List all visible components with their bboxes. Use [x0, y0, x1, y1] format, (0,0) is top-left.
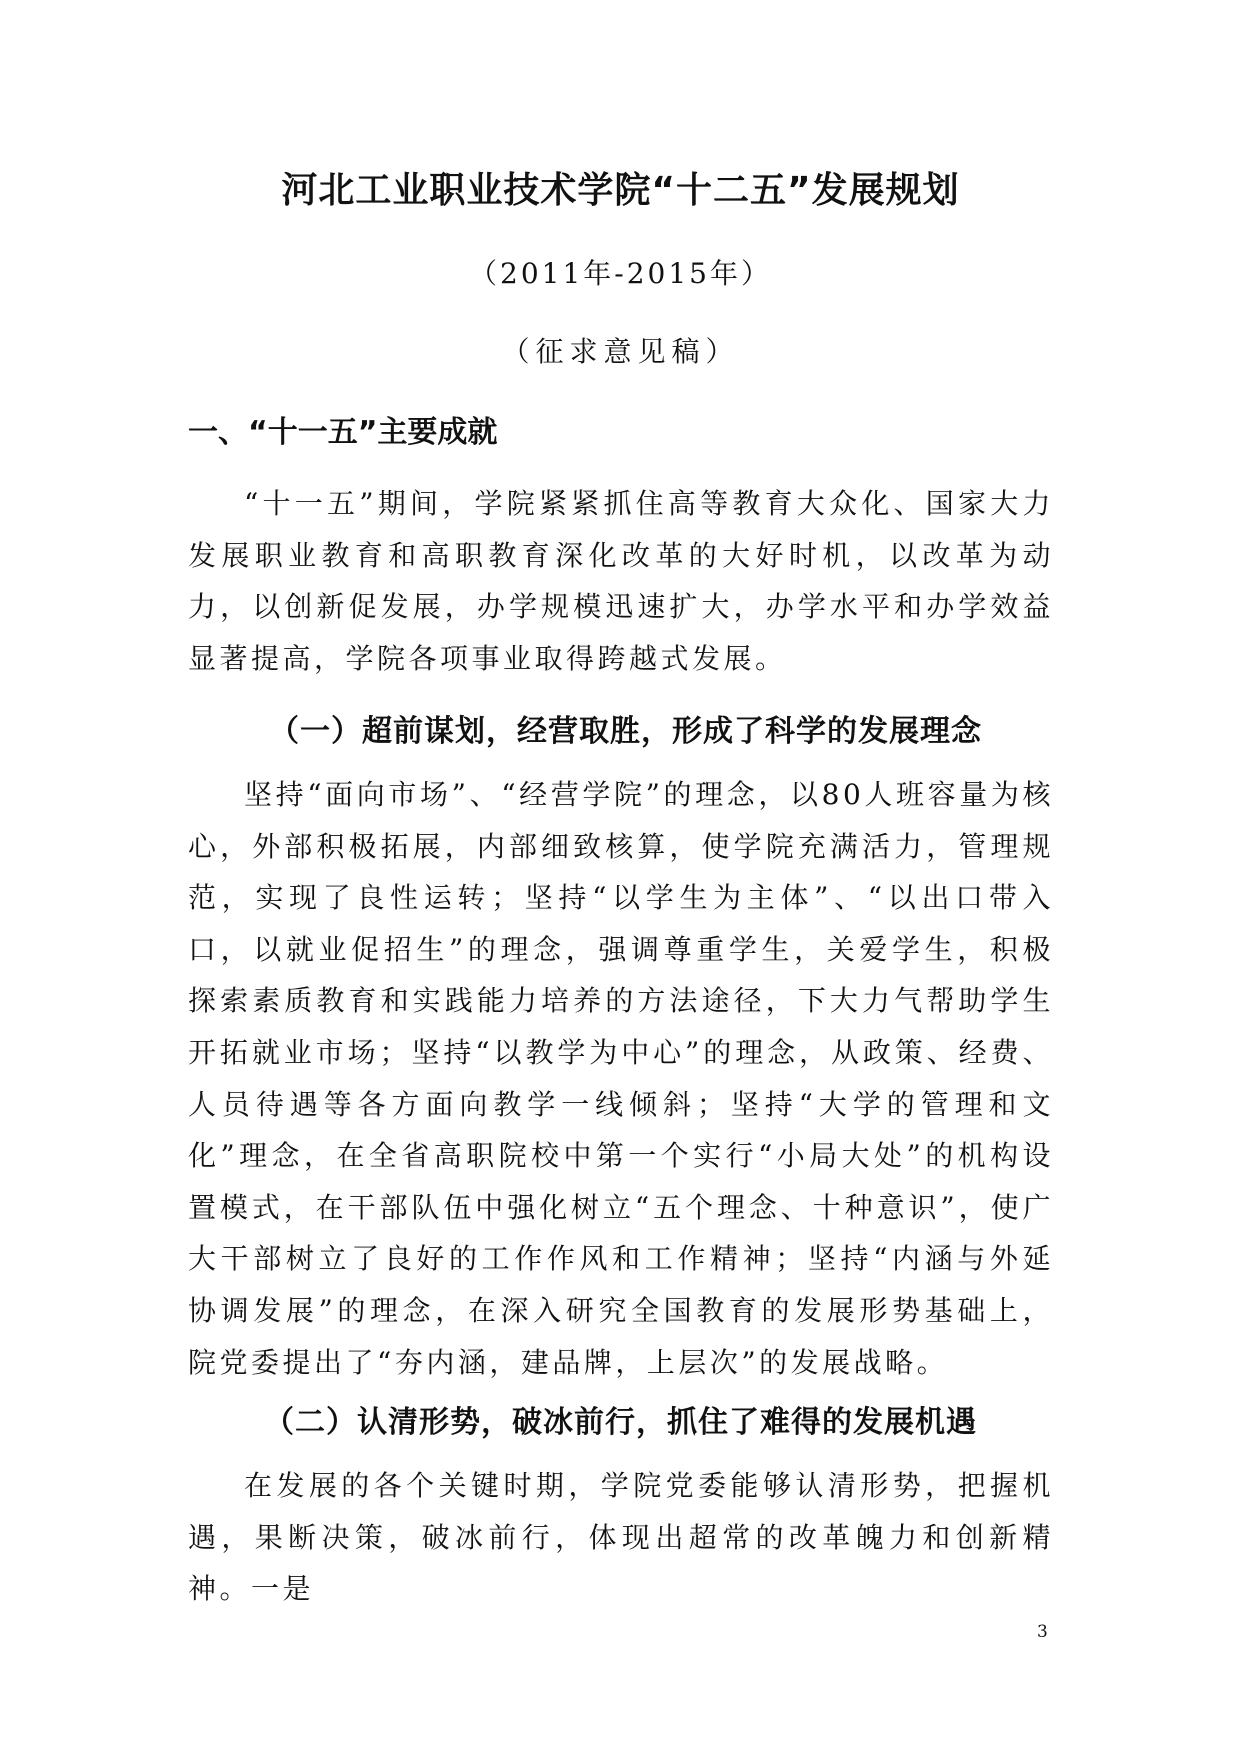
- section-heading: 一、“十一五”主要成就: [188, 415, 498, 450]
- section-intro-paragraph: “十一五”期间，学院紧紧抓住高等教育大众化、国家大力发展职业教育和高职教育深化改革的大好时机，以改革为动力，以创新促发展，办学规模迅速扩大，办学水平和办学效益显著提高，学院各项事业取得跨越式发展。: [188, 487, 1054, 675]
- subsection-2-paragraph: 在发展的各个关键时期，学院党委能够认清形势，把握机遇，果断决策，破冰前行，体现出超常的改革魄力和创新精神。一是: [188, 1469, 1054, 1606]
- subsection-heading-1: （一）超前谋划，经营取胜，形成了科学的发展理念: [269, 714, 982, 749]
- subsection-heading-2: （二）认清形势，破冰前行，抓住了难得的发展机遇: [264, 1405, 977, 1440]
- document-title: 河北工业职业技术学院“十二五”发展规划: [281, 170, 960, 211]
- draft-note: （征求意见稿）: [501, 335, 740, 368]
- document-years: （2011年-2015年）: [469, 257, 772, 290]
- subsection-1-paragraph: 坚持“面向市场”、“经营学院”的理念，以80人班容量为核心，外部积极拓展，内部细致核算，使学院充满活力，管理规范，实现了良性运转；坚持“以学生为主体”、“以出口带入口，以就业促招生”的理念，强调尊重学生，关爱学生，积极探索素质教育和实践能力培养的方法途径，下大力气帮助学生开拓就业市场；坚持“以教学为中心”的理念，从政策、经费、人员待遇等各方面向教学一线倾斜；坚持“大学的管理和文化”理念，在全省高职院校中第一个实行“小局大处”的机构设置模式，在干部队伍中强化树立“五个理念、十种意识”，使广大干部树立了良好的工作作风和工作精神；坚持“内涵与外延协调发展”的理念，在深入研究全国教育的发展形势基础上，院党委提出了“夯内涵，建品牌，上层次”的发展战略。: [188, 778, 1054, 1379]
- page-number: 3: [1037, 1622, 1048, 1642]
